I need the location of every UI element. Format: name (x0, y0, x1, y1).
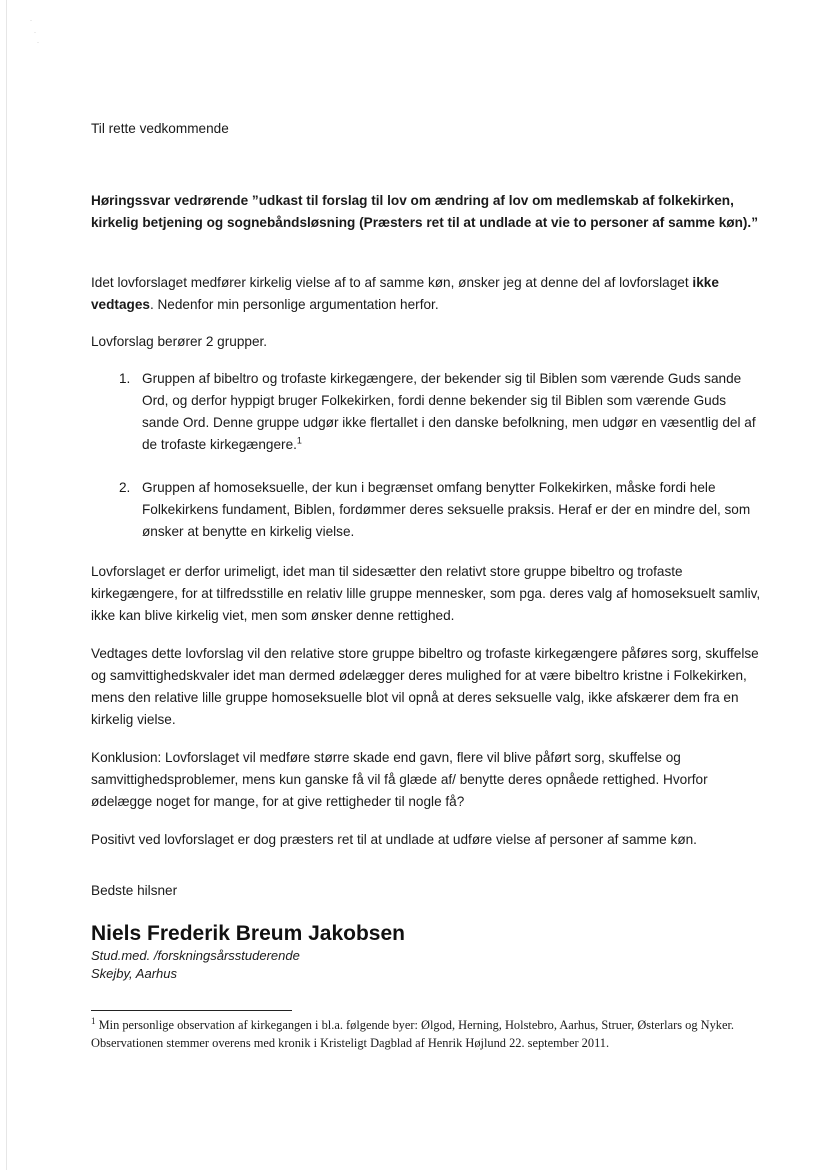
signature-location: Skejby, Aarhus (91, 966, 177, 981)
closing: Bedste hilsner (91, 883, 178, 898)
list-item-number: 1. (119, 371, 131, 386)
footnote (91, 1016, 761, 1052)
signature-title: Stud.med. /forskningsårsstuderende (91, 948, 300, 963)
paragraph-2: Lovforslag berører 2 grupper. (91, 334, 268, 349)
scan-edge-line (6, 0, 7, 1170)
footnote-divider (91, 1010, 292, 1011)
salutation: Til rette vedkommende (91, 121, 229, 136)
paragraph-1-text-end: . Nedenfor min personlige argumentation herfor. (149, 297, 439, 312)
paragraph-6: Positivt ved lovforslaget er dog præsters ret til at undlade at udføre vielse af personer af samme køn. (91, 832, 697, 847)
list-item (91, 477, 761, 543)
letter-heading: Høringssvar vedrørende ”udkast til forslag til lov om ændring af lov om medlemskab af folkekirken, kirkelig betjening og sognebåndsløsning (Præsters ret til at undlade at vie to personer af samme køn).” (91, 193, 758, 230)
paragraph-3: Lovforslaget er derfor urimeligt, idet man til sidesætter den relativt store gruppe bibeltro og trofaste kirkegængere, for at tilfredsstille en relativ lille gruppe mennesker, som pga. deres valg af homoseksuelt samliv, ikke kan blive kirkelig viet, men som ønsker denne rettighed. (91, 564, 761, 623)
footnote-number: 1 (91, 1015, 96, 1026)
footnote-reference: 1 (296, 435, 302, 446)
footnote-text: Min personlige observation af kirkegangen i bl.a. følgende byer: Ølgod, Herning, Holstebro, Aarhus, Struer, Østerlars og Nyker. Observationen stemmer overens med kronik i Kristeligt Dagblad af Henrik Højlund 22. september 2011. (91, 1018, 735, 1050)
list-item-text: Gruppen af bibeltro og trofaste kirkegængere, der bekender sig til Biblen som værende Guds sande Ord, og derfor hyppigt bruger Folkekirken, fordi denne bekender sig til Biblen som værende Guds sande Ord. Denne gruppe udgør ikke flertallet i den danske befolkning, men udgør en væsentlig del af de trofaste kirkegængere. (142, 371, 756, 452)
paragraph-1-text: Idet lovforslaget medfører kirkelig vielse af to af samme køn, ønsker jeg at denne del af lovforslaget (91, 275, 693, 290)
paragraph-1-emphasis: ikke vedtages (91, 275, 719, 312)
list-item-number: 2. (119, 480, 131, 495)
group-list (91, 368, 761, 543)
scan-mark: · (30, 18, 32, 24)
paragraph-1 (91, 272, 761, 316)
scan-mark: · (37, 40, 39, 46)
scan-mark: · (34, 30, 36, 36)
paragraph-5: Konklusion: Lovforslaget vil medføre større skade end gavn, flere vil blive påført sorg, skuffelse og samvittighedsproblemer, mens kun ganske få vil få glæde af/ benytte deres opnåede rettighed. Hvorfor ødelægge noget for mange, for at give rettigheder til nogle få? (91, 750, 708, 809)
paragraph-4: Vedtages dette lovforslag vil den relative store gruppe bibeltro og trofaste kirkegængere påføres sorg, skuffelse og samvittighedskvaler idet man dermed ødelægger deres mulighed for at være bibeltro kristne i Folkekirken, mens den relative lille gruppe homoseksuelle blot vil opnå at deres seksuelle valg, ikke afskærer dem fra en kirkelig vielse. (91, 646, 759, 727)
list-item (91, 368, 761, 456)
list-item-text: Gruppen af homoseksuelle, der kun i begrænset omfang benytter Folkekirken, måske fordi hele Folkekirkens fundament, Biblen, fordømmer deres seksuelle praksis. Heraf er der en mindre del, som ønsker at benytte en kirkelig vielse. (142, 480, 751, 539)
signature-name: Niels Frederik Breum Jakobsen (91, 922, 405, 945)
